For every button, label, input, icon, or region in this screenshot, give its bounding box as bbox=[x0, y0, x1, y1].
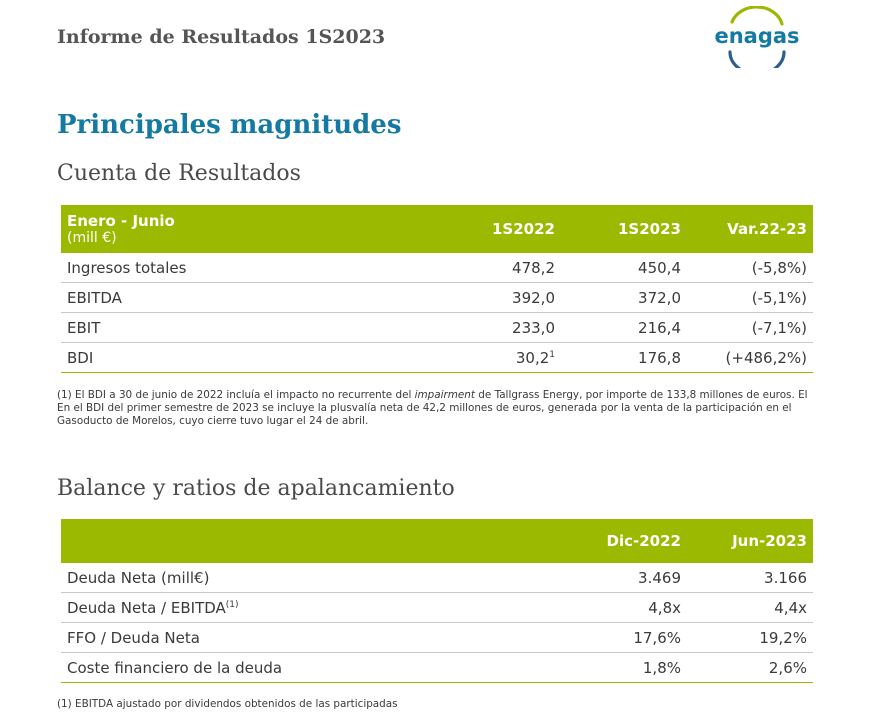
row-label: EBIT bbox=[61, 313, 433, 343]
value-1s2023: 176,8 bbox=[561, 343, 687, 373]
table-row bbox=[61, 563, 813, 593]
row-label: FFO / Deuda Neta bbox=[61, 623, 561, 653]
table-row bbox=[61, 623, 813, 653]
table-row bbox=[61, 343, 813, 373]
value-dic-2022: 1,8% bbox=[561, 653, 687, 683]
footnote-italic: impairment bbox=[414, 389, 475, 401]
value-variation: (-5,8%) bbox=[687, 253, 813, 283]
value-dic-2022: 4,8x bbox=[561, 593, 687, 623]
empty-header bbox=[61, 519, 561, 563]
value-variation: (+486,2%) bbox=[687, 343, 813, 373]
row-label: Deuda Neta (mill€) bbox=[61, 563, 561, 593]
value-jun-2023: 4,4x bbox=[687, 593, 813, 623]
value-jun-2023: 19,2% bbox=[687, 623, 813, 653]
table-header-row bbox=[61, 205, 813, 253]
footnote-part1: (1) El BDI a 30 de junio de 2022 incluía el impacto no recurrente del bbox=[57, 389, 415, 401]
value-jun-2023: 3.166 bbox=[687, 563, 813, 593]
period-header bbox=[61, 205, 433, 253]
table-row bbox=[61, 653, 813, 683]
value-1s2022 bbox=[433, 343, 561, 373]
balance-footnote: (1) EBITDA ajustado por dividendos obtenidos de las participadas bbox=[57, 698, 398, 710]
col-dic-2022: Dic-2022 bbox=[561, 519, 687, 563]
col-jun-2023: Jun-2023 bbox=[687, 519, 813, 563]
value-1s2023: 372,0 bbox=[561, 283, 687, 313]
income-statement-footnote bbox=[57, 389, 817, 428]
value-text: 30,2 bbox=[515, 348, 550, 367]
row-label: EBITDA bbox=[61, 283, 433, 313]
table-header-row bbox=[61, 519, 813, 563]
period-label: Enero - Junio bbox=[67, 212, 175, 230]
table-row bbox=[61, 593, 813, 623]
enagas-logo bbox=[712, 6, 802, 68]
value-1s2022: 233,0 bbox=[433, 313, 561, 343]
value-variation: (-5,1%) bbox=[687, 283, 813, 313]
main-title: Principales magnitudes bbox=[57, 110, 402, 140]
col-1s2022: 1S2022 bbox=[433, 205, 561, 253]
table-row bbox=[61, 313, 813, 343]
footnote-ref: (1) bbox=[225, 599, 239, 610]
value-dic-2022: 3.469 bbox=[561, 563, 687, 593]
table-row bbox=[61, 253, 813, 283]
value-variation: (-7,1%) bbox=[687, 313, 813, 343]
value-1s2022: 478,2 bbox=[433, 253, 561, 283]
col-1s2023: 1S2023 bbox=[561, 205, 687, 253]
unit-label: (mill €) bbox=[67, 230, 117, 246]
value-1s2022: 392,0 bbox=[433, 283, 561, 313]
footnote-ref: 1 bbox=[549, 349, 555, 360]
report-title: Informe de Resultados 1S2023 bbox=[57, 26, 386, 48]
label-text: Deuda Neta / EBITDA bbox=[67, 598, 226, 617]
balance-table bbox=[61, 519, 813, 683]
value-dic-2022: 17,6% bbox=[561, 623, 687, 653]
balance-title: Balance y ratios de apalancamiento bbox=[57, 476, 455, 501]
income-statement-table bbox=[61, 205, 813, 373]
logo-wordmark: enagas bbox=[714, 24, 800, 48]
col-variation: Var.22-23 bbox=[687, 205, 813, 253]
value-1s2023: 216,4 bbox=[561, 313, 687, 343]
row-label: Ingresos totales bbox=[61, 253, 433, 283]
value-jun-2023: 2,6% bbox=[687, 653, 813, 683]
income-statement-title: Cuenta de Resultados bbox=[57, 161, 301, 186]
row-label bbox=[61, 593, 561, 623]
value-1s2023: 450,4 bbox=[561, 253, 687, 283]
row-label: Coste financiero de la deuda bbox=[61, 653, 561, 683]
table-row bbox=[61, 283, 813, 313]
row-label: BDI bbox=[61, 343, 433, 373]
footnote-part2: de Tallgrass Energy, por importe de 133,8 millones de euros. El En el BDI del primer semestre de 2023 se incluye la plusvalía neta de 42,2 millones de euros, generada por la venta de la participación en el Gasoducto de Morelos, cuyo cierre tuvo lugar el 24 de abril. bbox=[57, 389, 808, 427]
